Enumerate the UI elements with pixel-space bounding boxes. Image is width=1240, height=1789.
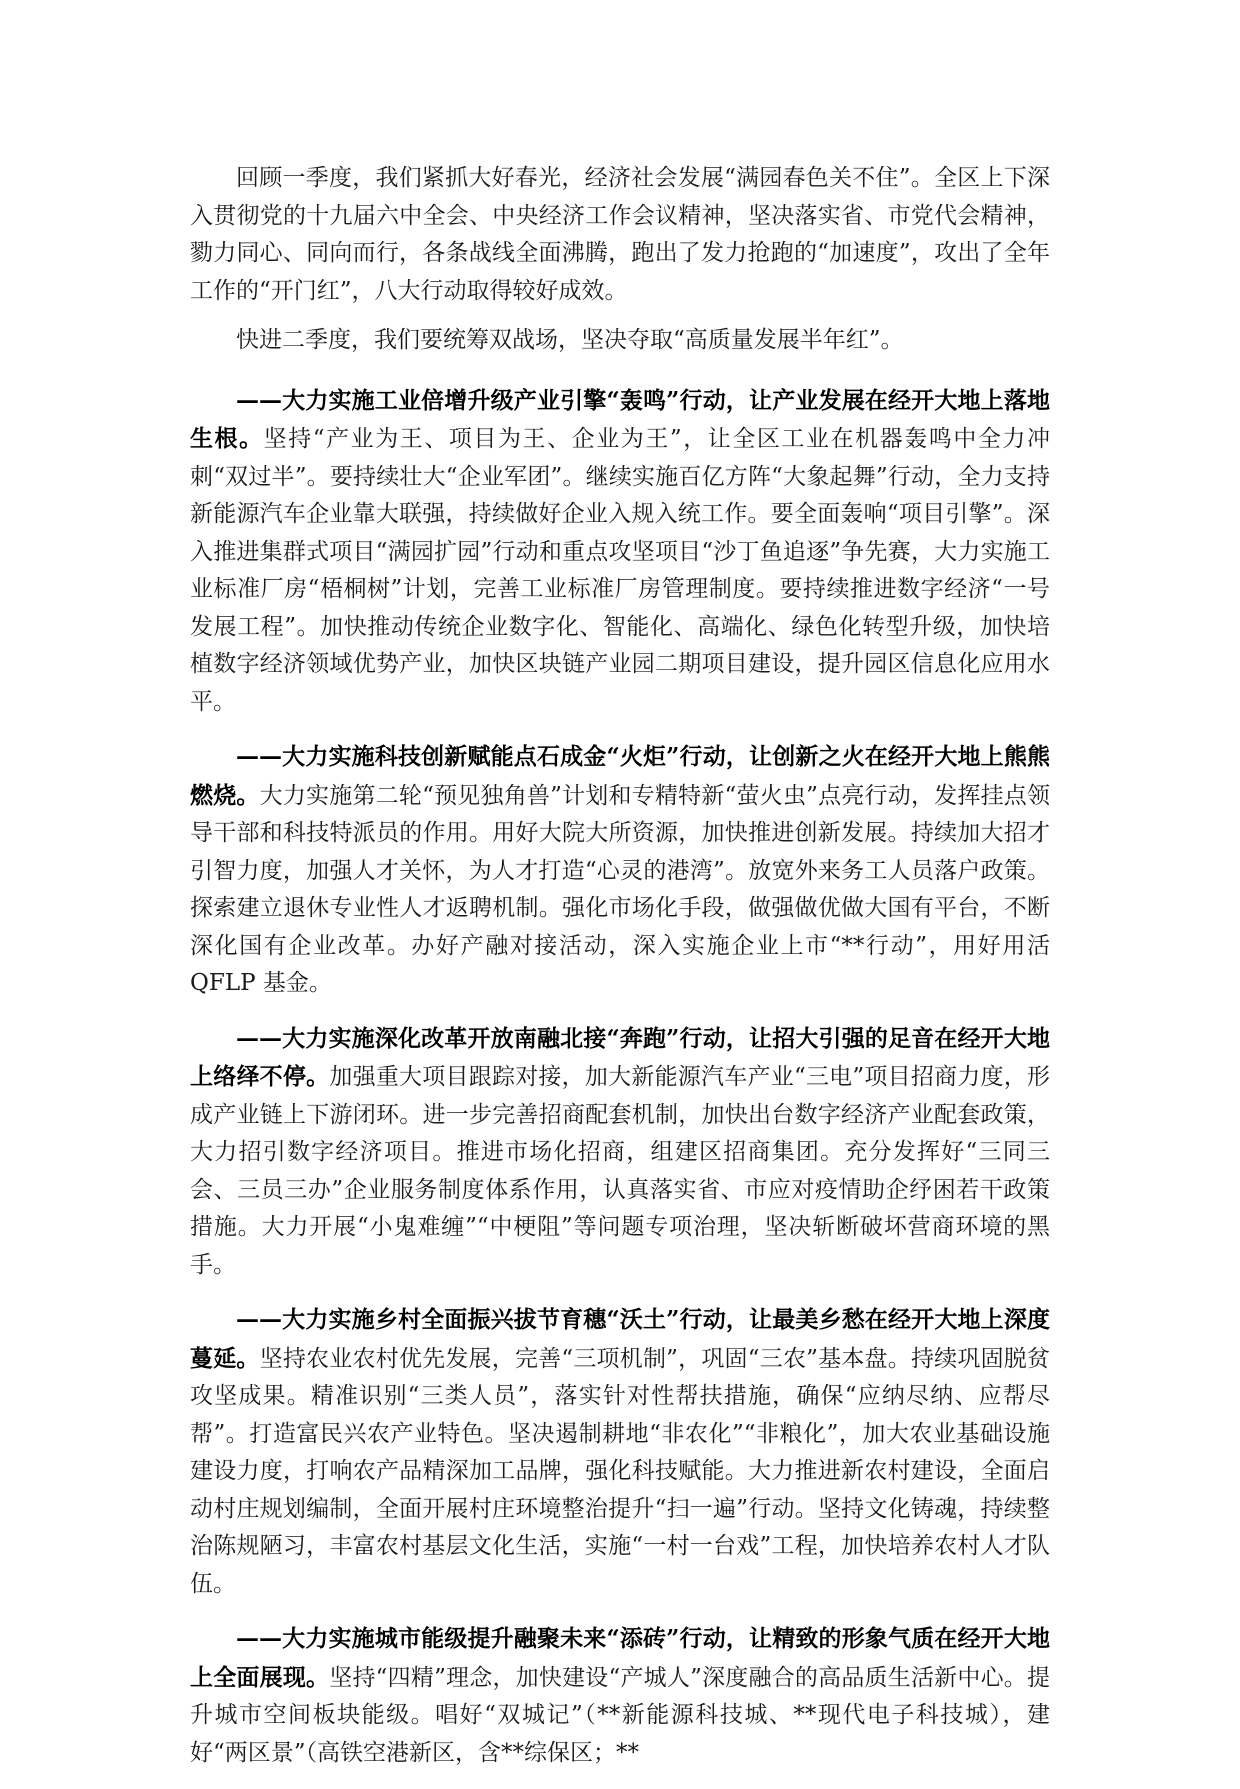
paragraph-body: 坚持“四精”理念，加快建设“产城人”深度融合的高品质生活新中心。提升城市空间板块能级。唱好“双城记”（**新能源科技城、**现代电子科技城），建好“两区景”（高铁空港新区，含**综保区；** xyxy=(190,1664,1050,1766)
paragraph-body: 坚持农业农村优先发展，完善“三项机制”，巩固“三农”基本盘。持续巩固脱贫攻坚成果。精准识别“三类人员”，落实针对性帮扶措施，确保“应纳尽纳、应帮尽帮”。打造富民兴农产业特色。坚决遏制耕地“非农化”“非粮化”，加大农业基础设施建设力度，打响农产品精深加工品牌，强化科技赋能。大力推进新农村建设，全面启动村庄规划编制，全面开展村庄环境整治提升“扫一遍”行动。坚持文化铸魂，持续整治陈规陋习，丰富农村基层文化生活，实施“一村一台戏”工程，加快培养农村人才队伍。 xyxy=(190,1345,1050,1597)
paragraph-heading: ——大力实施深化改革开放南融北接“奔跑”行动，让招大引强的足音在经开大地上络绎不停。 xyxy=(190,1024,1050,1090)
paragraph-heading: ——大力实施科技创新赋能点石成金“火炬”行动，让创新之火在经开大地上熊熊燃烧。 xyxy=(190,743,1050,809)
paragraph-review-q1 xyxy=(190,160,1050,310)
paragraph-rural-action xyxy=(190,1301,1050,1603)
paragraph-heading: ——大力实施工业倍增升级产业引擎“轰鸣”行动，让产业发展在经开大地上落地生根。 xyxy=(190,386,1050,452)
document-page xyxy=(190,160,1050,1789)
paragraph-body: 坚持“产业为王、项目为王、企业为王”，让全区工业在机器轰鸣中全力冲刺“双过半”。要持续壮大“企业军团”。继续实施百亿方阵“大象起舞”行动，全力支持新能源汽车企业靠大联强，持续做好企业入规入统工作。要全面轰响“项目引擎”。深入推进集群式项目“满园扩园”行动和重点攻坚项目“沙丁鱼追逐”争先赛，大力实施工业标准厂房“梧桐树”计划，完善工业标准厂房管理制度。要持续推进数字经济“一号发展工程”。加快推动传统企业数字化、智能化、高端化、绿色化转型升级，加快培植数字经济领域优势产业，加快区块链产业园二期项目建设，提升园区信息化应用水平。 xyxy=(190,426,1050,715)
paragraph-industry-action xyxy=(190,382,1050,722)
paragraph-q2-intro xyxy=(190,322,1050,360)
paragraph-body: 大力实施第二轮“预见独角兽”计划和专精特新“萤火虫”点亮行动，发挥挂点领导干部和科技特派员的作用。用好大院大所资源，加快推进创新发展。持续加大招才引智力度，加强人才关怀，为人才打造“心灵的港湾”。放宽外来务工人员落户政策。探索建立退休专业性人才返聘机制。强化市场化手段，做强做优做大国有平台，不断深化国有企业改革。办好产融对接活动，深入实施企业上市“**行动”，用好用活 QFLP 基金。 xyxy=(190,782,1050,996)
paragraph-reform-action xyxy=(190,1020,1050,1285)
paragraph-body: 加强重大项目跟踪对接，加大新能源汽车产业“三电”项目招商力度，形成产业链上下游闭环。进一步完善招商配套机制，加快出台数字经济产业配套政策，大力招引数字经济项目。推进市场化招商，组建区招商集团。充分发挥好“三同三会、三员三办”企业服务制度体系作用，认真落实省、市应对疫情助企纾困若干政策措施。大力开展“小鬼难缠”“中梗阻”等问题专项治理，坚决斩断破坏营商环境的黑手。 xyxy=(190,1064,1050,1278)
paragraph-city-action xyxy=(190,1620,1050,1772)
paragraph-body: 回顾一季度，我们紧抓大好春光，经济社会发展“满园春色关不住”。全区上下深入贯彻党的十九届六中全会、中央经济工作会议精神，坚决落实省、市党代会精神，勠力同心、同向而行，各条战线全面沸腾，跑出了发力抢跑的“加速度”，攻出了全年工作的“开门红”，八大行动取得较好成效。 xyxy=(190,165,1050,304)
paragraph-innovation-action xyxy=(190,738,1050,1003)
paragraph-heading: ——大力实施城市能级提升融聚未来“添砖”行动，让精致的形象气质在经开大地上全面展现。 xyxy=(190,1625,1050,1691)
paragraph-body: 快进二季度，我们要统筹双战场，坚决夺取“高质量发展半年红”。 xyxy=(236,327,904,353)
paragraph-heading: ——大力实施乡村全面振兴拔节育穗“沃土”行动，让最美乡愁在经开大地上深度蔓延。 xyxy=(190,1306,1050,1372)
